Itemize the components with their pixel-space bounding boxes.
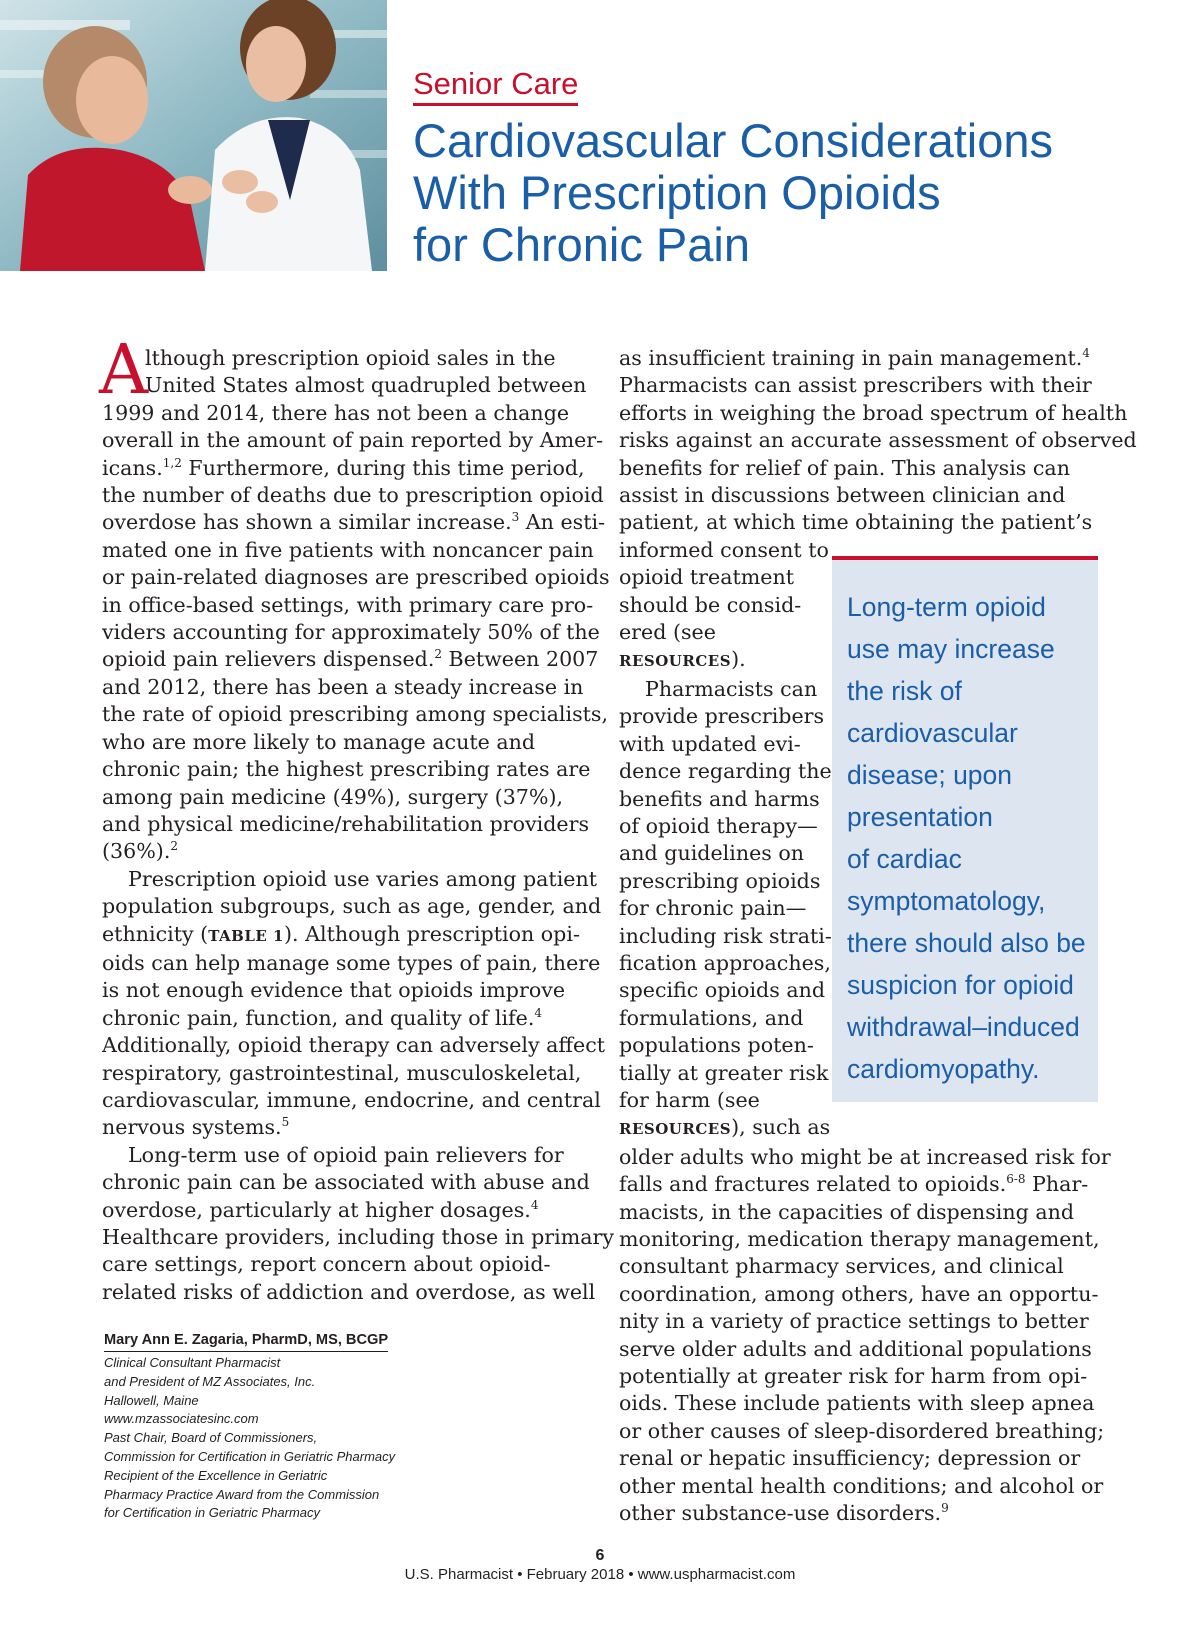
text-line: icans.$^{1,2}$ Furthermore, during this time period, xyxy=(102,455,585,480)
text-line: chronic pain, function, and quality of life.$^4$ xyxy=(102,1005,543,1030)
article-title xyxy=(413,115,1173,271)
text-line: including risk strati- xyxy=(619,923,832,948)
text-line: related risks of addiction and overdose, as well xyxy=(102,1279,596,1304)
text-line: oids. These include patients with sleep apnea xyxy=(619,1391,1095,1416)
pull-quote-line: disease; upon xyxy=(847,760,1013,790)
title-line: With Prescription Opioids xyxy=(413,166,941,219)
text-line: and guidelines on xyxy=(619,841,805,866)
page-number: 6 xyxy=(595,1547,605,1564)
text-line: benefits and harms xyxy=(619,786,820,811)
text-line: overall in the amount of pain reported by Amer- xyxy=(102,428,604,453)
resources-reference: RESOURCES xyxy=(619,652,732,671)
text-line: should be consid- xyxy=(619,592,802,617)
text-line: falls and fractures related to opioids.$^{6-8}$ Phar- xyxy=(619,1172,1089,1197)
text-line: fication approaches, xyxy=(619,950,831,975)
text-line: opioid treatment xyxy=(619,565,794,590)
author-name: Mary Ann E. Zagaria, PharmD, MS, BCGP xyxy=(104,1330,388,1352)
pull-quote-line: of cardiac xyxy=(847,844,962,874)
citation: 4 xyxy=(530,1197,539,1212)
text-line: (36%).$^2$ xyxy=(102,839,179,864)
drop-cap: A xyxy=(99,331,149,410)
pull-quote-line: symptomatology, xyxy=(847,886,1046,916)
author-credential: and President of MZ Associates, Inc. xyxy=(104,1373,316,1389)
citation: 1,2 xyxy=(162,455,182,470)
text-line: who are more likely to manage acute and xyxy=(102,729,536,754)
citation: 9 xyxy=(941,1501,949,1516)
citation: 3 xyxy=(511,510,520,525)
text-line: populations poten- xyxy=(619,1033,814,1058)
pull-quote-line: Long-term opioid xyxy=(847,592,1046,622)
citation: 2 xyxy=(434,647,443,662)
pull-quote-line: there should also be xyxy=(847,928,1086,958)
text-line: formulations, and xyxy=(619,1005,804,1030)
text-line: United States almost quadrupled between xyxy=(145,373,587,398)
text-line: other mental health conditions; and alcohol or xyxy=(619,1473,1104,1498)
article-left-column xyxy=(102,345,614,1306)
text-line: population subgroups, such as age, gender, and xyxy=(102,894,602,919)
text-line: oids can help manage some types of pain, there xyxy=(102,950,601,975)
text-line: and physical medicine/rehabilitation providers xyxy=(102,811,590,836)
text-line: tially at greater risk xyxy=(619,1060,829,1085)
pull-quote-line: withdrawal–induced xyxy=(847,1012,1080,1042)
author-credential: Clinical Consultant Pharmacist xyxy=(104,1355,281,1370)
citation: 4 xyxy=(1082,346,1090,360)
citation: 6-8 xyxy=(1006,1172,1026,1187)
text-line: RESOURCES). xyxy=(619,647,746,672)
text-line: nervous systems.$^5$ xyxy=(102,1115,290,1140)
text-line: assist in discussions between clinician and xyxy=(619,483,1066,508)
text-line: nity in a variety of practice settings to better xyxy=(619,1309,1089,1334)
text-line: Long-term use of opioid pain relievers for xyxy=(128,1142,564,1167)
author-website[interactable]: www.mzassociatesinc.com xyxy=(104,1411,259,1427)
text-line: lthough prescription opioid sales in the xyxy=(145,346,556,370)
title-line: Cardiovascular Considerations xyxy=(413,114,1054,167)
text-line: informed consent to xyxy=(619,537,829,562)
header-photo xyxy=(0,0,387,271)
pull-quote-line: use may increase xyxy=(847,634,1055,664)
text-line: ethnicity (TABLE 1). Although prescription opi- xyxy=(102,921,580,946)
text-line: opioid pain relievers dispensed.$^2$ Between 2007 xyxy=(102,647,599,672)
text-line: potentially at greater risk for harm from opi- xyxy=(619,1364,1088,1389)
text-line: older adults who might be at increased risk for xyxy=(619,1144,1111,1169)
pharmacist-and-senior-photo xyxy=(0,0,387,271)
text-line: monitoring, medication therapy management, xyxy=(619,1227,1100,1251)
text-line: coordination, among others, have an opportu- xyxy=(619,1281,1099,1306)
resources-reference: RESOURCES xyxy=(619,1120,732,1139)
author-credential: Recipient of the Excellence in Geriatric xyxy=(104,1467,328,1483)
author-credential: Hallowell, Maine xyxy=(104,1392,199,1408)
title-line: for Chronic Pain xyxy=(413,218,750,271)
text-line: Healthcare providers, including those in primary xyxy=(102,1225,614,1249)
text-line: among pain medicine (49%), surgery (37%), xyxy=(102,784,564,809)
text-line: is not enough evidence that opioids improve xyxy=(102,978,566,1003)
text-line: provide prescribers xyxy=(619,704,825,729)
text-line: for chronic pain— xyxy=(619,896,807,921)
text-line: overdose, particularly at higher dosages.$^4$ xyxy=(102,1197,539,1222)
author-credential: Past Chair, Board of Commissioners, xyxy=(104,1430,318,1446)
text-line: Additionally, opioid therapy can adversely affect xyxy=(102,1033,606,1058)
pull-quote xyxy=(832,556,1098,1102)
text-line: overdose has shown a similar increase.$^3$ An esti- xyxy=(102,510,606,535)
text-line: risks against an accurate assessment of observed xyxy=(619,428,1137,453)
text-line: specific opioids and xyxy=(619,978,826,1003)
text-line: for harm (see xyxy=(619,1087,760,1112)
text-line: consultant pharmacy services, and clinical xyxy=(619,1254,1064,1279)
citation: 4 xyxy=(534,1005,543,1020)
text-line: and 2012, there has been a steady increase in xyxy=(102,674,584,699)
author-bio xyxy=(104,1330,524,1523)
text-line: 1999 and 2014, there has not been a change xyxy=(102,400,570,425)
text-line: prescribing opioids xyxy=(619,868,821,893)
text-line: chronic pain; the highest prescribing rates are xyxy=(102,757,591,782)
text-line: benefits for relief of pain. This analysis can xyxy=(619,455,1070,480)
author-credential: Pharmacy Practice Award from the Commission xyxy=(104,1486,380,1502)
pull-quote-line: suspicion for opioid xyxy=(847,970,1074,1000)
citation: 2 xyxy=(170,839,179,854)
citation: 5 xyxy=(281,1115,290,1130)
pull-quote-line: presentation xyxy=(847,802,993,832)
text-line: cardiovascular, immune, endocrine, and central xyxy=(102,1087,601,1112)
text-line: or pain-related diagnoses are prescribed opioids xyxy=(102,565,610,590)
text-line: the number of deaths due to prescription opioid xyxy=(102,483,604,508)
text-line: of opioid therapy— xyxy=(619,813,818,838)
section-label: Senior Care xyxy=(413,66,578,106)
text-line: ered (see xyxy=(619,620,716,645)
table-reference: TABLE 1 xyxy=(208,926,284,945)
text-line: Prescription opioid use varies among patient xyxy=(128,866,598,891)
text-line: Pharmacists can xyxy=(645,676,818,701)
issue-line: U.S. Pharmacist • February 2018 • www.uspharmacist.com xyxy=(404,1566,796,1583)
text-line: respiratory, gastrointestinal, musculoskeletal, xyxy=(102,1060,582,1085)
text-line: other substance-use disorders.$^9$ xyxy=(619,1501,949,1526)
text-line: with updated evi- xyxy=(619,731,801,756)
text-line: patient, at which time obtaining the patient’s xyxy=(619,510,1093,535)
text-line: the rate of opioid prescribing among specialists, xyxy=(102,702,609,727)
text-line: in office-based settings, with primary care pro- xyxy=(102,592,594,617)
text-line: dence regarding the xyxy=(619,759,832,784)
text-line: chronic pain can be associated with abuse and xyxy=(102,1170,590,1195)
author-credential: for Certification in Geriatric Pharmacy xyxy=(104,1505,321,1521)
text-line: or other causes of sleep-disordered breathing; xyxy=(619,1418,1105,1443)
text-line: macists, in the capacities of dispensing and xyxy=(619,1199,1075,1224)
text-line: viders accounting for approximately 50% of the xyxy=(102,620,600,645)
text-line: serve older adults and additional populations xyxy=(619,1336,1092,1361)
pull-quote-line: the risk of xyxy=(847,676,962,706)
pull-quote-line: cardiovascular xyxy=(847,718,1018,748)
text-line: RESOURCES), such as xyxy=(619,1115,831,1140)
text-line: Pharmacists can assist prescribers with their xyxy=(619,373,1092,398)
text-line: renal or hepatic insufficiency; depression or xyxy=(619,1446,1081,1471)
text-line: as insufficient training in pain management.$^4$ xyxy=(619,346,1090,370)
text-line: efforts in weighing the broad spectrum of health xyxy=(619,400,1128,425)
text-line: mated one in five patients with noncancer pain xyxy=(102,537,594,562)
text-line: care settings, report concern about opioid- xyxy=(102,1252,551,1277)
pull-quote-line: cardiomyopathy. xyxy=(847,1054,1040,1084)
author-credential: Commission for Certification in Geriatric Pharmacy xyxy=(104,1448,396,1464)
